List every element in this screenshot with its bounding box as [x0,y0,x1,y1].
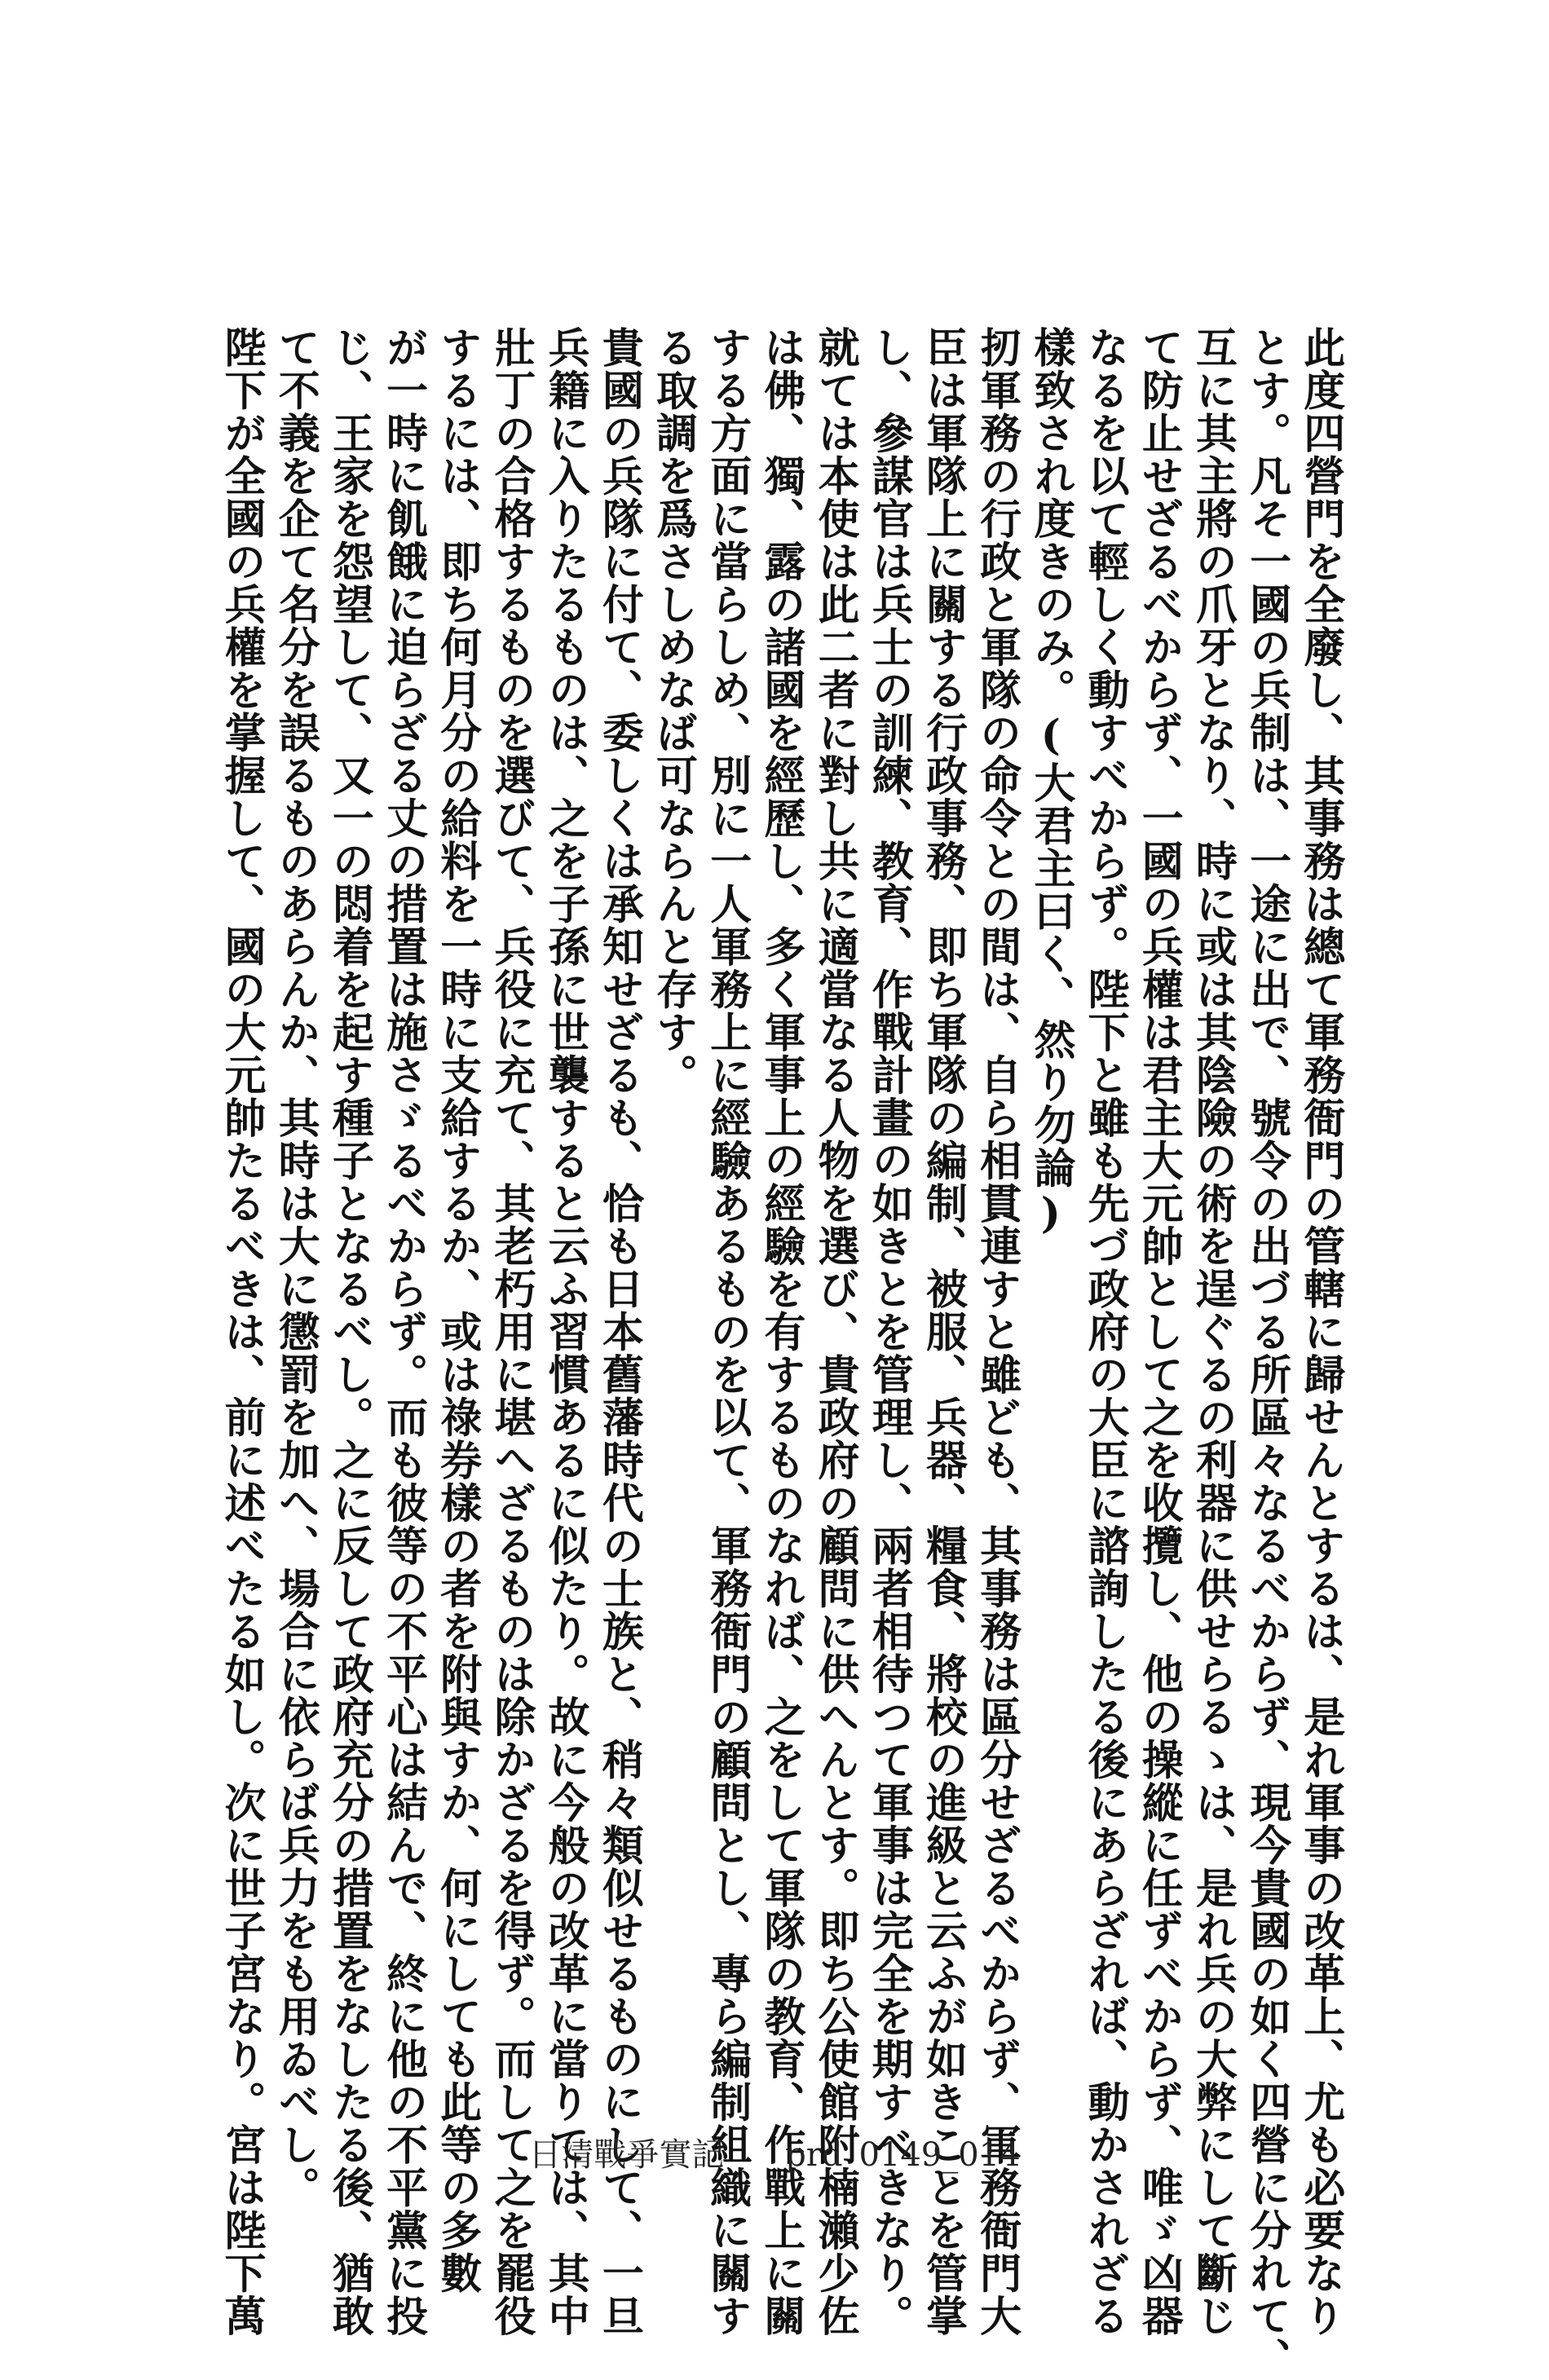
text-column: て不義を企て名分を誤るものあらんか、其時は大に懲罰を加へ、場合に依らば兵力をも用ゐべし。 [271,326,320,2209]
text-column: なるを以て輕しく動すべからず。陛下と雖も先づ政府の大臣に諮詢したる後にあらざれば、動かされざる [1080,326,1129,2338]
text-column: 臣は軍隊上に關する行政事務、即ち軍隊の編制、被服、兵器、糧食、將校の進級と云ふが如きことを管掌 [918,326,968,2338]
text-column: 樣致され度きのみ。(大君主曰く、然り勿論) [1026,326,1075,1240]
text-column: とす。凡そ一國の兵制は、一途に出で、號令の出づる所區々なるべからず、現今貴國の如く四營に分れて、 [1242,326,1291,2380]
text-column: 兵籍に入りたるものは、之を子孫に世襲すると云ふ習慣あるに似たり。故に今般の改革に當りては、其中 [541,326,590,2338]
text-column: し、參謀官は兵士の訓練、教育、作戰計畫の如きとを管理し、兩者相待つて軍事は完全を期すべきなり。 [864,326,914,2338]
text-column: が一時に飢餓に迫らざる丈の措置は施さゞるべからず。而も彼等の不平心は結んで、終に他の不平黨に投 [378,326,428,2338]
text-column: する方面に當らしめ、別に一人軍務上に經驗あるものを以て、軍務衙門の顧問とし、專ら編制組織に關す [702,326,752,2338]
text-column: 陛下が全國の兵權を掌握して、國の大元帥たるべきは、前に述べたる如し。次に世子宮なり。宮は陛下萬 [217,326,266,2338]
book-title: 日清戰爭實記 [528,2136,725,2174]
text-column: 就ては本使は此二者に對し共に適當なる人物を選び、貴政府の顧問に供へんとす。即ち公使館附楠瀨少佐 [810,326,860,2338]
text-column: 此度四營門を全廢し、其事務は總て軍務衙門の管轄に歸せんとするは、是れ軍事の改革上、尤も必要なり [1295,326,1345,2338]
text-column: じ、王家を怨望して、又一の悶着を起す種子となるべし。之に反して政府充分の措置をなしたる後、猶敢 [324,326,374,2338]
text-column: 扨軍務の行政と軍隊の命令との間は、自ら相貫連すと雖ども、其事務は區分せざるべからず、軍務衙門大 [972,326,1022,2338]
text-column: 壯丁の合格するものを選びて、兵役に充て、其老朽用に堪へざるものは除かざるを得ず。而して之を罷役 [486,326,536,2338]
page-footer [0,2129,1549,2175]
text-column: するには、即ち何月分の給料を一時に支給するか、或は祿券樣の者を附與すか、何にしても此等の多數 [432,326,482,2294]
text-column: は佛、獨、露の諸國を經歷し、多く軍事上の經驗を有するものなれば、之をして軍隊の教育、作戰上に關 [756,326,805,2338]
text-column: 互に其主將の爪牙となり、時に或は其陰險の術を逞ぐるの利器に供せらるゝは、是れ兵の大弊にして斷じ [1188,326,1238,2338]
text-column: て防止せざるべからず、一國の兵權は君主大元帥として之を收攬し、他の操縱に任ずべからず、唯ゞ凶器 [1134,326,1184,2338]
text-column: る取調を爲さしめなば可ならんと存す。 [648,326,698,1096]
page-identifier: prd_0149_014 [785,2136,1021,2174]
text-column: 貴國の兵隊に付て、委しくは承知せざるも、恰も日本舊藩時代の士族と、稍々類似せるものにして、一旦 [594,326,644,2338]
